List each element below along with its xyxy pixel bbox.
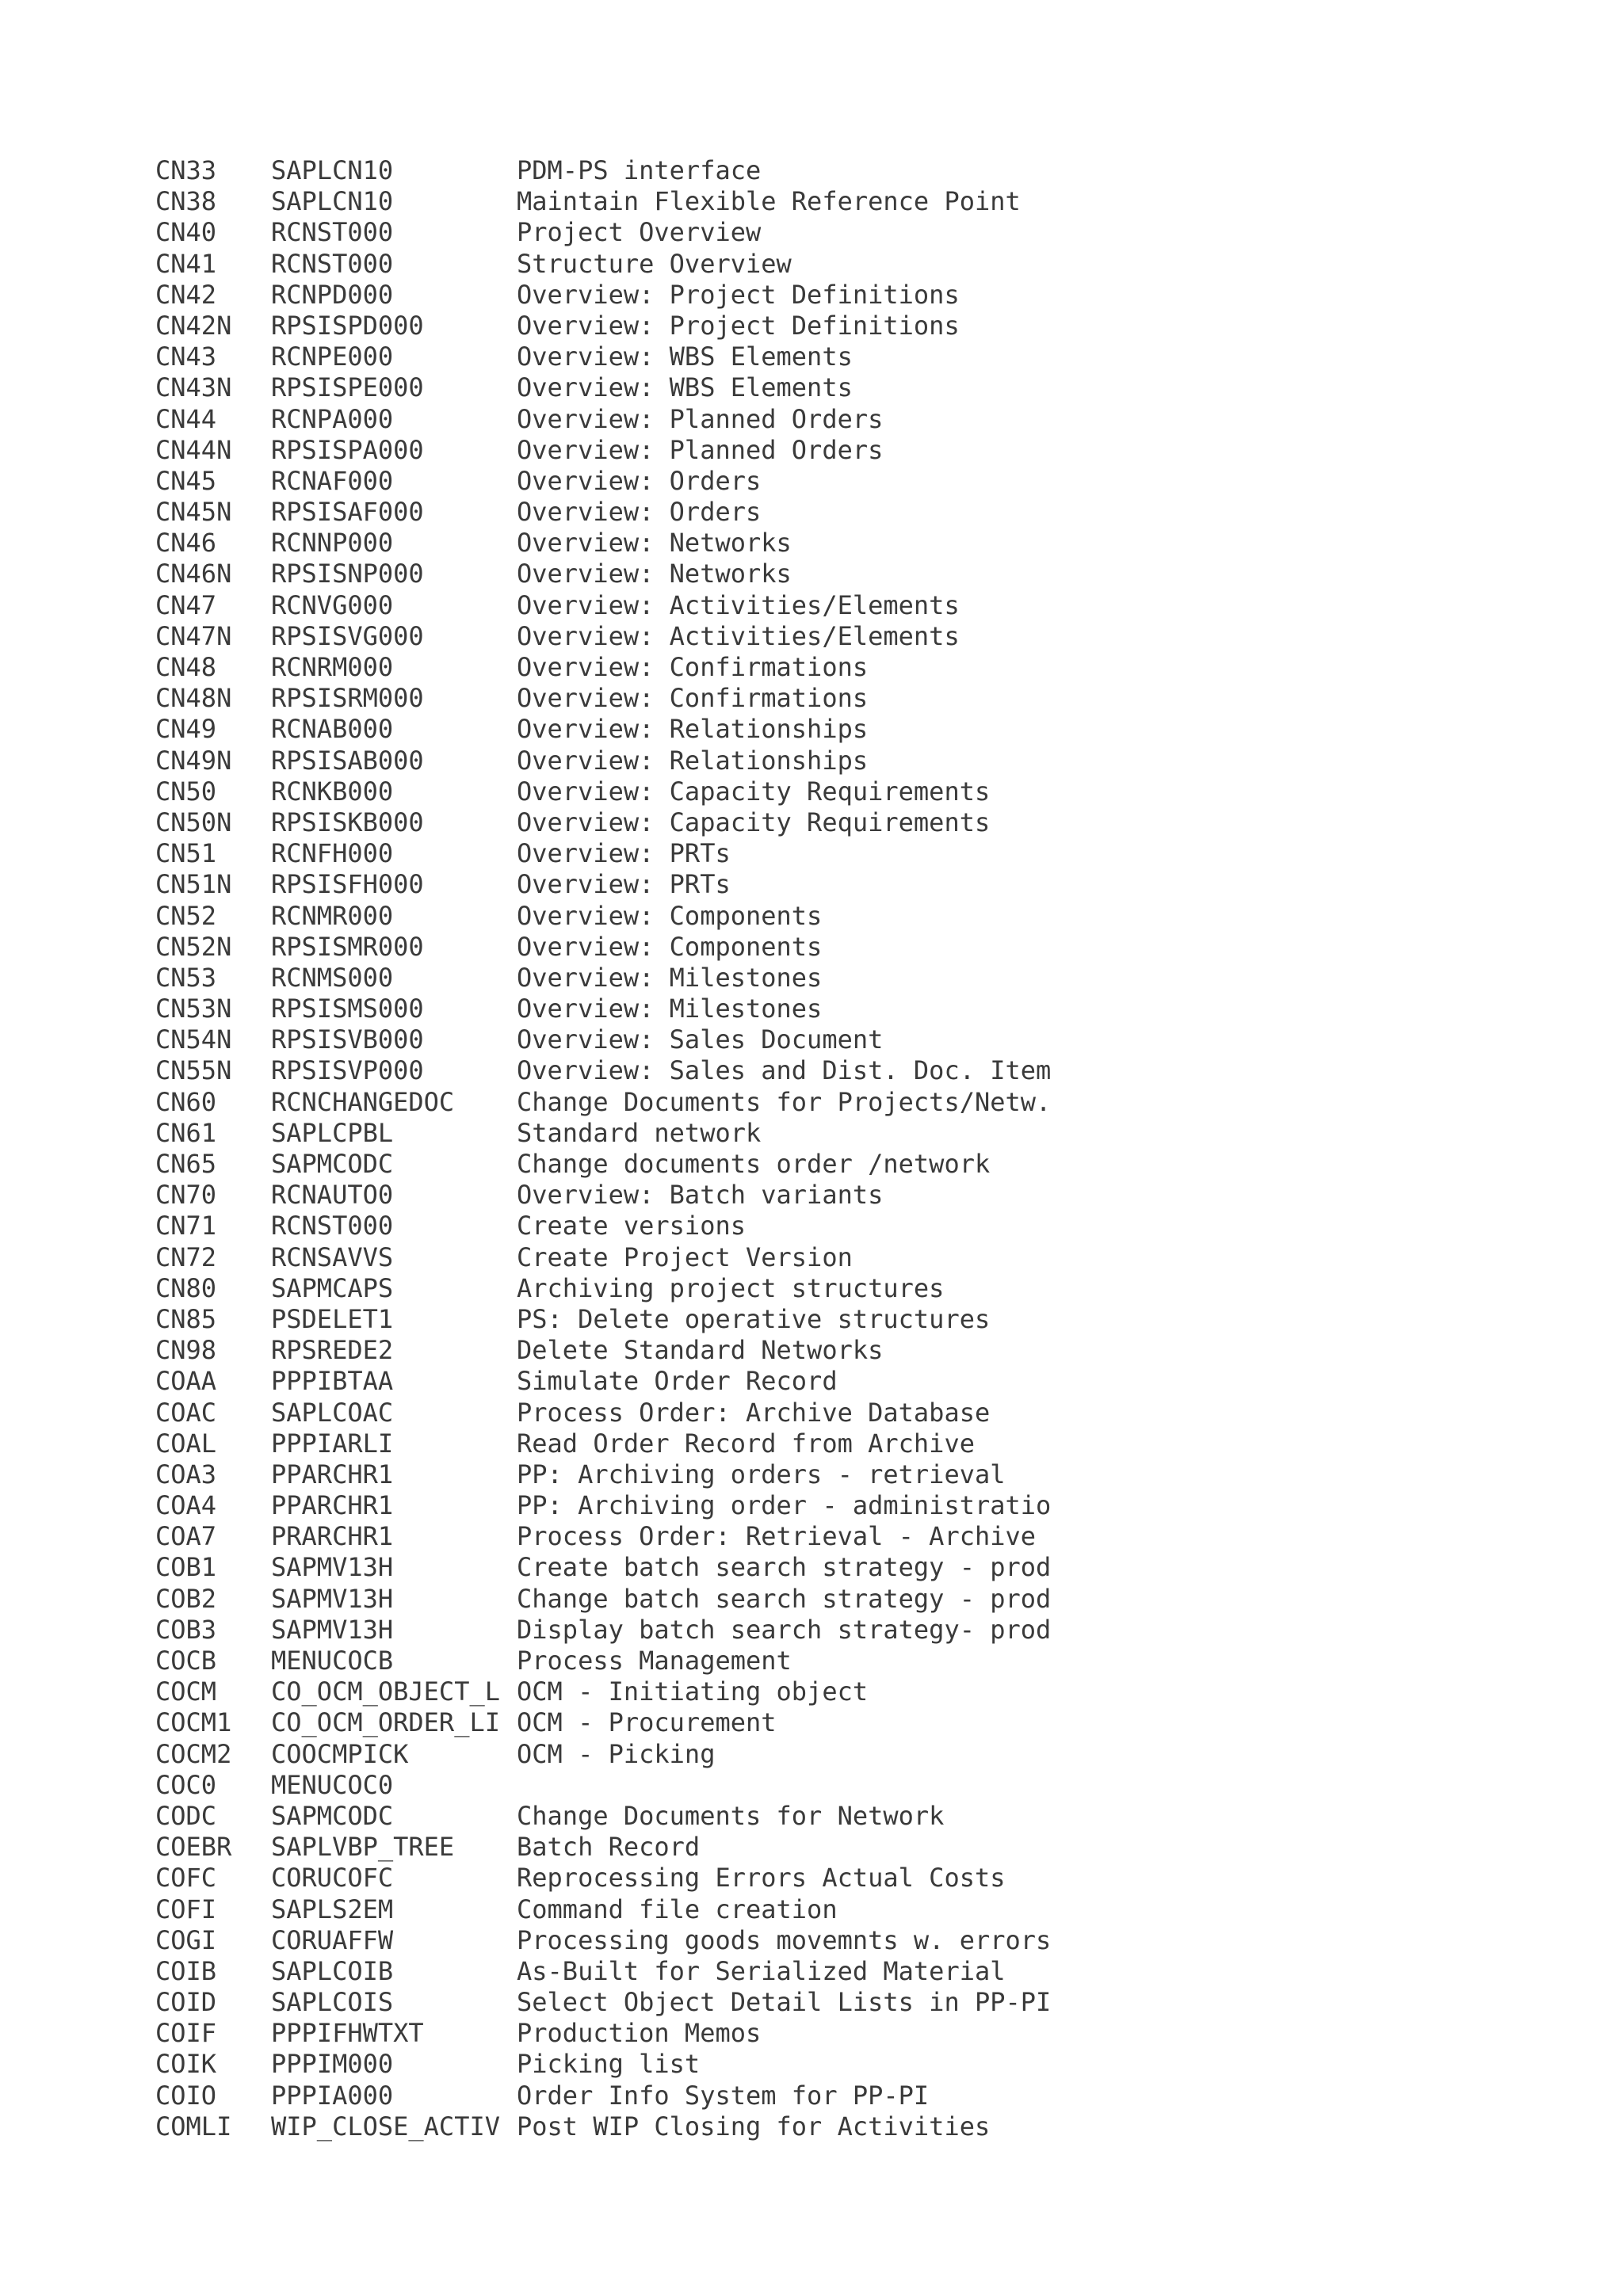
transaction-description: Overview: Activities/Elements [517, 620, 960, 651]
program-name: RCNSAVVS [271, 1241, 394, 1272]
transaction-description: Archiving project structures [517, 1272, 945, 1303]
list-item [155, 2111, 1503, 2142]
list-item [155, 1118, 1503, 1149]
transaction-description: Create Project Version [517, 1241, 853, 1272]
transaction-code: CN46 [155, 528, 217, 559]
list-item [155, 2049, 1503, 2080]
transaction-description: Overview: Capacity Requirements [517, 776, 991, 807]
transaction-description: Overview: Confirmations [517, 683, 869, 714]
program-name: CO_OCM_ORDER_LI [271, 1707, 500, 1738]
list-item [155, 155, 1503, 186]
transaction-description: Overview: Components [517, 900, 823, 931]
list-item [155, 1863, 1503, 1894]
program-name: SAPMCODC [271, 1800, 394, 1831]
transaction-code: COB2 [155, 1583, 217, 1614]
list-item [155, 1149, 1503, 1180]
transaction-code: COCM2 [155, 1738, 232, 1769]
list-item [155, 1273, 1503, 1304]
program-name: RCNNP000 [271, 528, 394, 559]
transaction-code: COAL [155, 1428, 217, 1459]
transaction-description: Processing goods movemnts w. errors [517, 1924, 1052, 1955]
program-name: SAPMCODC [271, 1149, 394, 1179]
list-item [155, 1676, 1503, 1707]
transaction-description: OCM - Procurement [517, 1707, 777, 1738]
transaction-description: Overview: Relationships [517, 745, 869, 776]
list-item [155, 1242, 1503, 1273]
program-name: PPPIARLI [271, 1428, 394, 1459]
transaction-code: COID [155, 1987, 217, 2018]
program-name: RCNPD000 [271, 279, 394, 310]
transaction-description: OCM - Initiating object [517, 1676, 869, 1707]
transaction-description: Post WIP Closing for Activities [517, 2111, 991, 2142]
list-item [155, 435, 1503, 466]
transaction-code: CN60 [155, 1086, 217, 1117]
transaction-code: COCM1 [155, 1707, 232, 1738]
program-name: SAPLCPBL [271, 1117, 394, 1148]
transaction-description: Overview: Confirmations [517, 652, 869, 682]
list-item [155, 901, 1503, 932]
transaction-code: COCB [155, 1646, 217, 1676]
transaction-description: Overview: Planned Orders [517, 403, 884, 434]
program-name: RPSISAB000 [271, 745, 424, 776]
program-name: RCNST000 [271, 1211, 394, 1241]
list-item [155, 2018, 1503, 2049]
list-item [155, 1739, 1503, 1770]
transaction-code: CN85 [155, 1303, 217, 1334]
transaction-code: CN47N [155, 620, 232, 651]
list-item [155, 341, 1503, 372]
transaction-code: COIK [155, 2049, 217, 2080]
transaction-code: COFI [155, 1894, 217, 1924]
transaction-code: CN44 [155, 403, 217, 434]
transaction-description: Production Memos [517, 2018, 762, 2049]
list-item [155, 652, 1503, 683]
list-item [155, 869, 1503, 900]
transaction-code: CN80 [155, 1272, 217, 1303]
transaction-code: CN52 [155, 900, 217, 931]
transaction-code: CN98 [155, 1335, 217, 1366]
transaction-code: CN53 [155, 962, 217, 993]
list-item [155, 466, 1503, 497]
program-name: PPPIFHWTXT [271, 2018, 424, 2049]
transaction-code: CN72 [155, 1241, 217, 1272]
transaction-code: CN49 [155, 714, 217, 745]
transaction-description: Process Management [517, 1646, 792, 1676]
transaction-description: Overview: Networks [517, 528, 792, 559]
transaction-description: Overview: PRTs [517, 869, 731, 900]
transaction-code: CN46N [155, 559, 232, 589]
program-name: MENUCOC0 [271, 1769, 394, 1800]
list-item [155, 621, 1503, 652]
list-item [155, 528, 1503, 559]
transaction-code: COMLI [155, 2111, 232, 2142]
program-name: RCNRM000 [271, 652, 394, 682]
transaction-code: CN42N [155, 310, 232, 341]
transaction-description: Command file creation [517, 1894, 838, 1924]
program-name: RPSISRM000 [271, 683, 424, 714]
program-name: WIP_CLOSE_ACTIV [271, 2111, 500, 2142]
program-name: SAPLCN10 [271, 186, 394, 217]
list-item [155, 311, 1503, 341]
transaction-code: CN50N [155, 807, 232, 837]
list-item [155, 1770, 1503, 1801]
transaction-description: Overview: Project Definitions [517, 310, 960, 341]
transaction-description: OCM - Picking [517, 1738, 716, 1769]
list-item [155, 1925, 1503, 1956]
transaction-code: CN52N [155, 931, 232, 962]
transaction-code: COIB [155, 1955, 217, 1986]
transaction-description: As-Built for Serialized Material [517, 1955, 1006, 1986]
list-item [155, 1304, 1503, 1335]
list-item [155, 1956, 1503, 1987]
list-item [155, 1180, 1503, 1211]
transaction-description: PDM-PS interface [517, 155, 762, 185]
transaction-description: Overview: Networks [517, 559, 792, 589]
program-name: CO_OCM_OBJECT_L [271, 1676, 500, 1707]
list-item [155, 249, 1503, 280]
list-item [155, 1552, 1503, 1583]
transaction-description: Read Order Record from Archive [517, 1428, 975, 1459]
list-item [155, 807, 1503, 838]
transaction-code: CN45N [155, 497, 232, 528]
transaction-code: COAC [155, 1397, 217, 1428]
list-item [155, 1521, 1503, 1552]
transaction-description: Overview: Project Definitions [517, 279, 960, 310]
transaction-description: Process Order: Archive Database [517, 1397, 991, 1428]
list-item [155, 746, 1503, 776]
transaction-code: COA3 [155, 1459, 217, 1489]
transaction-description: Overview: Sales and Dist. Doc. Item [517, 1055, 1052, 1086]
program-name: SAPLCOIS [271, 1987, 394, 2018]
transaction-code: COB1 [155, 1552, 217, 1583]
transaction-code: CN55N [155, 1055, 232, 1086]
transaction-description: Process Order: Retrieval - Archive [517, 1521, 1037, 1552]
transaction-code: CN33 [155, 155, 217, 185]
program-name: RPSISMR000 [271, 931, 424, 962]
list-item [155, 714, 1503, 745]
transaction-description: Overview: Orders [517, 465, 762, 496]
list-item [155, 1398, 1503, 1428]
transaction-code: CN45 [155, 465, 217, 496]
program-name: RCNAB000 [271, 714, 394, 745]
transaction-code: CODC [155, 1800, 217, 1831]
program-name: SAPMV13H [271, 1583, 394, 1614]
program-name: RCNAF000 [271, 465, 394, 496]
program-name: COOCMPICK [271, 1738, 409, 1769]
program-name: RCNVG000 [271, 589, 394, 620]
program-name: RPSISVB000 [271, 1024, 424, 1055]
transaction-description: Create batch search strategy - prod [517, 1552, 1052, 1583]
transaction-code: COAA [155, 1366, 217, 1397]
transaction-description: Overview: Capacity Requirements [517, 807, 991, 837]
transaction-description: Overview: Planned Orders [517, 434, 884, 465]
transaction-code: CN54N [155, 1024, 232, 1055]
program-name: RCNKB000 [271, 776, 394, 807]
transaction-list [155, 155, 1503, 2142]
transaction-code: COCM [155, 1676, 217, 1707]
transaction-code: COA7 [155, 1521, 217, 1552]
transaction-description: Picking list [517, 2049, 701, 2080]
transaction-description: Simulate Order Record [517, 1366, 838, 1397]
transaction-description: Change batch search strategy - prod [517, 1583, 1052, 1614]
program-name: RCNST000 [271, 217, 394, 248]
list-item [155, 217, 1503, 248]
list-item [155, 1428, 1503, 1459]
transaction-code: CN65 [155, 1149, 217, 1179]
list-item [155, 590, 1503, 621]
list-item [155, 404, 1503, 435]
transaction-code: COIF [155, 2018, 217, 2049]
list-item [155, 2081, 1503, 2111]
transaction-description: Overview: WBS Elements [517, 341, 853, 372]
program-name: RCNFH000 [271, 838, 394, 869]
program-name: RPSISFH000 [271, 869, 424, 900]
transaction-code: CN40 [155, 217, 217, 248]
list-item [155, 1707, 1503, 1738]
transaction-code: COC0 [155, 1769, 217, 1800]
transaction-description: Overview: Activities/Elements [517, 589, 960, 620]
program-name: MENUCOCB [271, 1646, 394, 1676]
list-item [155, 776, 1503, 807]
transaction-description: Structure Overview [517, 248, 792, 279]
program-name: RCNST000 [271, 248, 394, 279]
program-name: RCNMR000 [271, 900, 394, 931]
program-name: RPSISKB000 [271, 807, 424, 837]
program-name: SAPLVBP_TREE [271, 1832, 455, 1863]
transaction-code: CN48 [155, 652, 217, 682]
program-name: RCNPE000 [271, 341, 394, 372]
list-item [155, 1211, 1503, 1241]
transaction-code: CN51N [155, 869, 232, 900]
transaction-description: PP: Archiving order - administratio [517, 1490, 1052, 1521]
transaction-description: Batch Record [517, 1832, 701, 1863]
list-item [155, 559, 1503, 589]
list-item [155, 1987, 1503, 2018]
program-name: SAPMCAPS [271, 1272, 394, 1303]
program-name: RCNPA000 [271, 403, 394, 434]
list-item [155, 1490, 1503, 1521]
list-item [155, 838, 1503, 869]
transaction-code: CN70 [155, 1180, 217, 1211]
list-item [155, 683, 1503, 714]
list-item [155, 497, 1503, 528]
transaction-description: PP: Archiving orders - retrieval [517, 1459, 1006, 1489]
list-item [155, 994, 1503, 1024]
list-item [155, 372, 1503, 403]
transaction-code: COB3 [155, 1614, 217, 1645]
transaction-description: Change Documents for Projects/Netw. [517, 1086, 1052, 1117]
transaction-description: Overview: PRTs [517, 838, 731, 869]
transaction-code: CN51 [155, 838, 217, 869]
transaction-description: Change documents order /network [517, 1149, 991, 1179]
transaction-code: CN71 [155, 1211, 217, 1241]
transaction-code: CN49N [155, 745, 232, 776]
program-name: SAPLCOAC [271, 1397, 394, 1428]
transaction-description: Overview: Sales Document [517, 1024, 884, 1055]
transaction-code: CN53N [155, 994, 232, 1024]
program-name: RPSISNP000 [271, 559, 424, 589]
program-name: SAPLS2EM [271, 1894, 394, 1924]
transaction-description: Project Overview [517, 217, 762, 248]
transaction-code: CN41 [155, 248, 217, 279]
list-item [155, 1894, 1503, 1925]
program-name: PPARCHR1 [271, 1490, 394, 1521]
transaction-description: PS: Delete operative structures [517, 1303, 991, 1334]
transaction-description: Overview: WBS Elements [517, 372, 853, 403]
transaction-code: CN42 [155, 279, 217, 310]
list-item [155, 1646, 1503, 1676]
program-name: RPSISVP000 [271, 1055, 424, 1086]
transaction-description: Overview: Relationships [517, 714, 869, 745]
list-item [155, 280, 1503, 311]
transaction-description: Change Documents for Network [517, 1800, 945, 1831]
program-name: RPSISMS000 [271, 994, 424, 1024]
program-name: RPSISPE000 [271, 372, 424, 403]
program-name: PPPIBTAA [271, 1366, 394, 1397]
list-item [155, 1801, 1503, 1832]
transaction-description: Overview: Milestones [517, 994, 823, 1024]
transaction-description: Maintain Flexible Reference Point [517, 186, 1021, 217]
list-item [155, 1024, 1503, 1055]
program-name: RCNAUTO0 [271, 1180, 394, 1211]
transaction-description: Overview: Milestones [517, 962, 823, 993]
transaction-code: COA4 [155, 1490, 217, 1521]
program-name: RPSISPD000 [271, 310, 424, 341]
program-name: SAPLCOIB [271, 1955, 394, 1986]
list-item [155, 1055, 1503, 1086]
transaction-code: COFC [155, 1863, 217, 1894]
program-name: PPPIA000 [271, 2080, 394, 2111]
transaction-description: Reprocessing Errors Actual Costs [517, 1863, 1006, 1894]
transaction-description: Order Info System for PP-PI [517, 2080, 930, 2111]
program-name: CORUAFFW [271, 1924, 394, 1955]
transaction-description: Delete Standard Networks [517, 1335, 884, 1366]
transaction-code: COGI [155, 1924, 217, 1955]
program-name: RCNCHANGEDOC [271, 1086, 455, 1117]
list-item [155, 1832, 1503, 1863]
list-item [155, 186, 1503, 217]
program-name: RCNMS000 [271, 962, 394, 993]
transaction-description: Overview: Components [517, 931, 823, 962]
program-name: SAPMV13H [271, 1552, 394, 1583]
list-item [155, 1615, 1503, 1646]
transaction-description: Overview: Batch variants [517, 1180, 884, 1211]
program-name: PPARCHR1 [271, 1459, 394, 1489]
transaction-description: Overview: Orders [517, 497, 762, 528]
transaction-code: CN43N [155, 372, 232, 403]
program-name: RPSISPA000 [271, 434, 424, 465]
transaction-description: Create versions [517, 1211, 746, 1241]
list-item [155, 1087, 1503, 1118]
list-item [155, 963, 1503, 994]
transaction-description: Display batch search strategy- prod [517, 1614, 1052, 1645]
program-name: CORUCOFC [271, 1863, 394, 1894]
transaction-code: CN44N [155, 434, 232, 465]
list-item [155, 1459, 1503, 1490]
program-name: PSDELET1 [271, 1303, 394, 1334]
transaction-code: CN38 [155, 186, 217, 217]
program-name: SAPLCN10 [271, 155, 394, 185]
transaction-code: CN61 [155, 1117, 217, 1148]
program-name: PPPIM000 [271, 2049, 394, 2080]
transaction-code: COIO [155, 2080, 217, 2111]
list-item [155, 932, 1503, 963]
list-item [155, 1584, 1503, 1615]
transaction-code: CN43 [155, 341, 217, 372]
transaction-code: COEBR [155, 1832, 232, 1863]
list-item [155, 1366, 1503, 1397]
transaction-code: CN50 [155, 776, 217, 807]
transaction-description: Standard network [517, 1117, 762, 1148]
program-name: SAPMV13H [271, 1614, 394, 1645]
list-item [155, 1335, 1503, 1366]
transaction-code: CN47 [155, 589, 217, 620]
transaction-code: CN48N [155, 683, 232, 714]
program-name: RPSISAF000 [271, 497, 424, 528]
program-name: RPSISVG000 [271, 620, 424, 651]
transaction-description: Select Object Detail Lists in PP-PI [517, 1987, 1052, 2018]
program-name: PRARCHR1 [271, 1521, 394, 1552]
program-name: RPSREDE2 [271, 1335, 394, 1366]
